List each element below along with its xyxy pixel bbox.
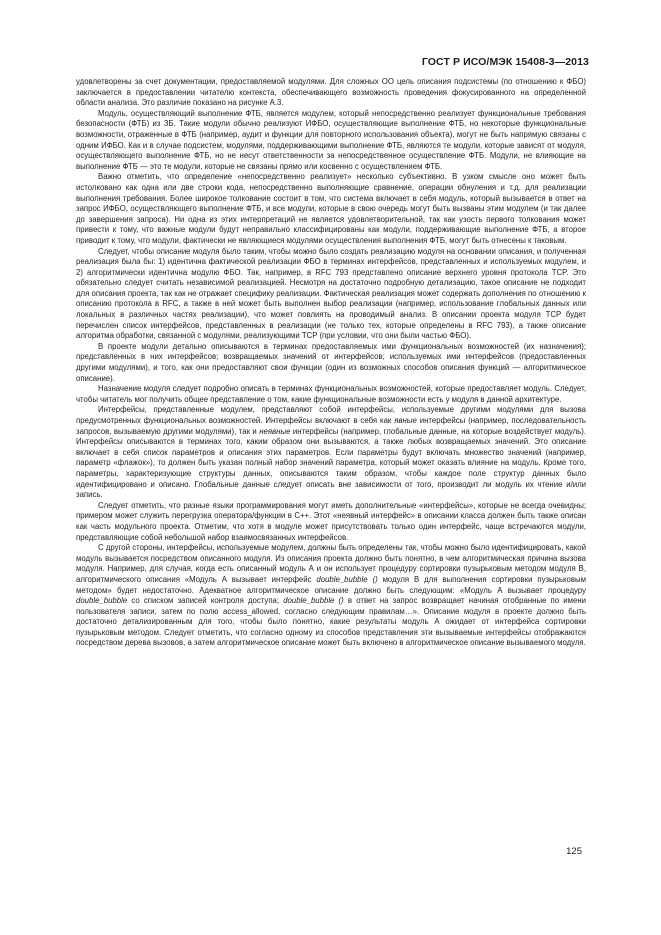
paragraph: Интерфейсы, представленные модулем, представляют собой интерфейсы, используемые другими модулями для вызова предусмотренных функциональных возможностей. Интерфейсы включают в себя как явные интерфейсы (например, последовательность запросов, вызываемую другими модулями), так и неявные интерфейсы (например, глобальные данные, на которые воздействует модуль). Интерфейсы описываются в терминах того, каким образом они вызываются, а также любых возвращаемых значений. Это описание включает в себя список параметров и описания этих параметров. Если параметры будут включать множество значений (например, параметр «флажок»), то должен быть указан полный набор значений параметра, который может оказать влияние на модуль. Кроме того, параметры, характеризующие структуры данных, описываются таким образом, чтобы каждое поле структур данных было идентифицировано и описано. Глобальные данные следует описать вне зависимости от того, производит ли модуль их чтение и/или запись. [76, 405, 586, 500]
paragraph: Модуль, осуществляющий выполнение ФТБ, является модулем, который непосредственно реализует функциональные требования безопасности (ФТБ) из ЗБ. Такие модули обычно реализуют ИФБО, осуществляющие выполнение ФТБ, но некоторые функциональные возможности, отраженные в ФТБ (например, аудит и функции для повторного использования объекта), могут не быть напрямую связаны с одним ИФБО. Как и в случае подсистем, модулями, поддерживающими выполнение ФТБ, являются те модули, которые зависят от модуля, осуществляющего выполнение ФТБ, но не несут ответственности за непосредственное осуществление ФТБ. Модули, не влияющие на выполнение ФТБ — это те модули, которые не связаны прямо или косвенно с осуществлением ФТБ. [76, 108, 586, 171]
body-text [76, 77, 586, 649]
italic-term: явные [394, 416, 417, 425]
italic-term: double_bubble () [316, 574, 378, 584]
paragraph: С другой стороны, интерфейсы, используемые модулем, должны быть определены так, чтобы можно было идентифицировать, какой модуль вызывается посредством описанного модуля. Из описания проекта должно быть понятно, в чем алгоритмическая причина вызова модуля. Например, для случая, когда есть описанный модуль А и он использует процедуру сортировки пузырьковым методом модуля В, алгоритмического описания «Модуль А вызывает интерфейс double_bubble () модуля В для выполнения сортировки пузырьковым методом» будет недостаточно. Адекватное алгоритмическое описание должно быть следующим: «Модуль А вызывает процедуру double_bubble со списком записей контроля доступа; double_bubble () в ответ на запрос возвращает начиная отобранные по имени пользователя записи, затем по полю access_allowed, согласно следующим правилам…». Описание модуля в проекте должно быть достаточно детализированным для того, чтобы было понятно, какие результаты модуль А ожидает от интерфейса сортировки пузырьковым методом. Следует отметить, что согласно одному из способов представления эти вызываемые интерфейсы отображаются посредством дерева вызовов, а затем алгоритмическое описание может быть включено в алгоритмическое описание вызываемого модуля. [76, 543, 586, 648]
paragraph: Следует, чтобы описание модуля было таким, чтобы можно было создать реализацию модуля на основании описания, и полученная реализация была бы: 1) идентична фактической реализации ФБО в терминах интерфейсов, представленных и используемых модулем, и 2) алгоритмически идентична модулю ФБО. Так, например, в RFC 793 представлено описание верхнего уровня протокола TCP. Это обязательно следует считать независимой реализацией. Несмотря на достаточно подробную детализацию, такое описание не подходит для описания проекта, так как не отражает специфику реализации. Фактическая реализация может содержать дополнения по отношению к описанию протокола в RFC, а также в ней может быть выполнен выбор реализации (например, использование глобальных данных или локальных в различных частях реализации), что может повлиять на проводимый анализ. В описании проекта модуля TCP будет перечислен список интерфейсов, представленных в реализации (не только тех, которые определены в RFC 793), а также описание алгоритма обработки, связанной с модулями, реализующими TCP (при условии, что они были частью ФБО). [76, 246, 586, 341]
italic-term: double_bubble () [283, 596, 344, 606]
paragraph: удовлетворены за счет документации, предоставляемой модулями. Для сложных ОО цель описания подсистемы (по отношению к ФБО) заключается в предоставлении читателю контекста, обеспечивающего возможность проведения фокусированного на определенной области анализа. Это различие показано на рисунке А.3. [76, 77, 586, 108]
document-header: ГОСТ Р ИСО/МЭК 15408-3—2013 [421, 56, 589, 68]
paragraph: Следует отметить, что разные языки программирования могут иметь дополнительные «интерфейсы», которые не всегда очевидны; примером может служить перегрузка оператора/функции в C++. Этот «неявный интерфейс» в описании класса должен быть также описан как часть модульного проекта. Отметим, что хотя в модуле может присутствовать только один интерфейс, чаще встречаются модули, представляющие собой небольшой набор взаимосвязанных интерфейсов. [76, 500, 586, 542]
paragraph: Важно отметить, что определение «непосредственно реализует» несколько субъективно. В узком смысле оно может быть истолковано как одна или две строки кода, непосредственно выполняющие сравнение, операции обнуления и т.д. для реализации выполнения требования. Более широкое толкование состоит в том, что система включает в себя модуль, который вызывается в ответ на запрос ИФБО, осуществляющего выполнение ФТБ, и все модули, которые в свою очередь могут быть вызваны этим модулем (и так далее до завершения запроса). Ни одна из этих интерпретаций не является удовлетворительной, так как узость первого толкования может привести к тому, что важные модули будут неправильно классифицированы как модули, поддерживающие выполнение ФТБ, а второе приводит к тому, что модули, фактически не являющиеся модулями осуществления выполнения ФТБ, могут быть отнесены к таковым. [76, 172, 586, 245]
paragraph: В проекте модули детально описываются в терминах предоставляемых ими функциональных возможностей (их назначения); представленных в них интерфейсов; возвращаемых значений от интерфейсов; используемых ими интерфейсов (предоставленных другими модулями), и того, как они предоставляют свои функции (один из возможных способов описания функций — алгоритмическое описание). [76, 341, 586, 383]
italic-term: неявные [259, 426, 291, 436]
italic-term: double_bubble [76, 596, 128, 606]
paragraph: Назначение модуля следует подробно описать в терминах функциональных возможностей, которые предоставляет модуль. Следует, чтобы читатель мог получить общее представление о том, какие функциональные возможности есть у модуля в данной архитектуре. [76, 384, 586, 404]
page-number: 125 [566, 846, 582, 857]
